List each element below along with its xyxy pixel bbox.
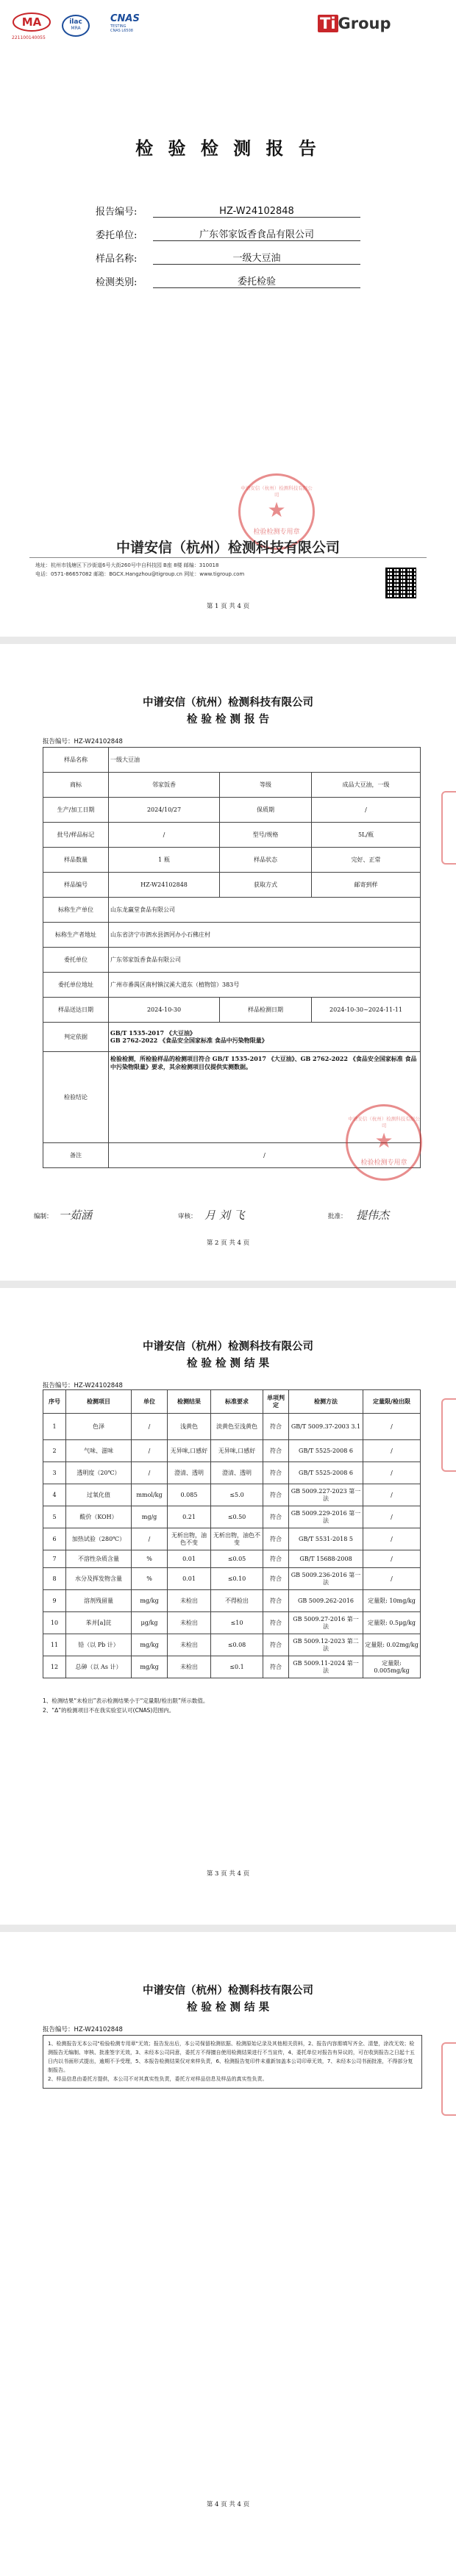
table-cell: 型号/规格 [220,823,312,848]
table-cell: / [363,1414,421,1440]
table-cell: % [132,1568,168,1590]
table-cell: 未检出 [168,1634,211,1656]
table-cell: 商标 [43,773,109,798]
cma-logo [12,12,51,40]
table-cell: / [132,1414,168,1440]
table-cell: 样品送达日期 [43,998,109,1023]
table-cell: 标准要求 [211,1390,263,1414]
table-cell: / [363,1506,421,1528]
table-cell: 总砷（以 As 计） [66,1656,132,1678]
report-number: 报告编号：HZ-W24102848 [43,738,123,745]
table-cell: / [109,823,220,848]
table-cell: 成品大豆油，一级 [312,773,421,798]
table-cell: 溶剂残留量 [66,1590,132,1612]
table-cell: 等级 [220,773,312,798]
report-number: 报告编号：HZ-W24102848 [43,1382,123,1389]
page-company-header: 中谱安信（杭州）检测科技有限公司 [143,1984,313,1997]
table-cell: 符合 [263,1484,289,1506]
page-title: 检 验 检 测 结 果 [186,1357,270,1370]
table-cell: GB 5009.229-2016 第一法 [289,1506,363,1528]
table-cell: 0.21 [168,1506,211,1528]
table-cell: 标称生产者地址 [43,923,109,948]
table-cell: 苯并[a]芘 [66,1612,132,1634]
page-number: 第 4 页 共 4 页 [206,2501,250,2508]
table-cell: ≤0.50 [211,1506,263,1528]
tigroup-logo: Ti Group [318,15,391,32]
table-cell: 保质期 [220,798,312,823]
table-cell: 不溶性杂质含量 [66,1550,132,1568]
page-number: 第 2 页 共 4 页 [206,1239,250,1247]
perforation-seal [441,1398,456,1472]
report-number: 报告编号：HZ-W24102848 [43,2026,123,2033]
report-info-page [0,644,456,1281]
stamp-star-icon: ★ [267,498,286,522]
page-title: 检 验 检 测 结 果 [186,2001,270,2014]
table-cell: 定量限: 0.005mg/kg [363,1656,421,1678]
cover-company-name: 中谱安信（杭州）检测科技有限公司 [115,540,340,556]
table-row [43,1506,421,1528]
perforation-seal [441,2042,456,2116]
author-signature: 一茹涵 [59,1209,93,1222]
table-cell: 澄清、透明 [168,1462,211,1484]
judgment-basis: GB/T 1535-2017 《大豆油》 GB 2762-2022 《食品安全国家标准 食品中污染物限量》 [109,1023,421,1052]
table-cell: 样品名称 [43,748,109,773]
stamp-star-icon: ★ [374,1128,393,1153]
table-cell: / [132,1440,168,1462]
table-cell: ≤10 [211,1612,263,1634]
table-cell: mg/g [132,1506,168,1528]
table-cell: 完好、正常 [312,848,421,873]
table-row [43,1590,421,1612]
test-conclusion: 检验检测，所检验样品的检测项目符合 GB/T 1535-2017 《大豆油》、GB 2762-2022 《食品安全国家标准 食品中污染物限量》要求，其余检测项目仅提供实测数据。 [109,1052,421,1143]
table-cell: 不得检出 [211,1590,263,1612]
table-cell: 加热试验（280℃） [66,1528,132,1550]
tigroup-mark-icon: Ti [318,15,338,32]
cover-field-category: 检测类别: 委托检验 [96,265,360,288]
cma-mark-icon [12,12,51,34]
table-cell: μg/kg [132,1612,168,1634]
table-cell: 0.085 [168,1484,211,1506]
table-cell: mg/kg [132,1634,168,1656]
table-cell: 符合 [263,1590,289,1612]
table-cell: / [109,1143,421,1168]
table-cell: 生产/加工日期 [43,798,109,823]
signature-row: 编制： 一茹涵 审核： 月 刘 飞 批准： 提伟杰 [34,1209,390,1222]
table-cell: 过氧化值 [66,1484,132,1506]
perforation-seal [441,791,456,865]
table-cell: 符合 [263,1634,289,1656]
table-cell: 无析出物，油色不变 [168,1528,211,1550]
table-cell: GB/T 5525-2008 6 [289,1462,363,1484]
table-cell: GB/T 5531-2018 5 [289,1528,363,1550]
table-cell: 邻家饭香 [109,773,220,798]
table-cell: 批号/样品标记 [43,823,109,848]
table-cell: 单项判定 [263,1390,289,1414]
table-cell: 5 [43,1506,66,1528]
table-cell: 淡黄色至浅黄色 [211,1414,263,1440]
official-stamp: 中谱安信（杭州）检测科技有限公司 ★ 检验检测专用章 [238,473,315,550]
table-cell: 4 [43,1484,66,1506]
statement-box: 1、检测报告无本公司"检验检测专用章"无效；报告发出后，本公司保留检测依据、检测原始记录及其他相关资料，2、报告内容需填写齐全、清楚，涂改无效；检测报告无编制、审核、批准签字无效，3、未经本公司同意，委托方不得擅自使用检测结果进行不当宣传，4、委托单位对报告有异议的，可在收到报告之日起十五日内以书面形式提出，逾期不予受理，5、本报告检测结果仅对来样负责，6、检测报告复印件未重新加盖本公司印章无效，7、未经本公司书面批准，不得部分复制报告。 2、样品信息由委托方提供，本公司不对其真实性负责，委托方对样品信息及样品的真实性负责。 [43,2035,422,2089]
test-results-page [0,1288,456,1925]
table-cell: 符合 [263,1506,289,1528]
table-cell: 1 瓶 [109,848,220,873]
table-cell: 样品状态 [220,848,312,873]
table-cell: 气味、滋味 [66,1440,132,1462]
table-cell: 符合 [263,1414,289,1440]
page-number: 第 1 页 共 4 页 [206,603,250,610]
table-cell: 浅黄色 [168,1414,211,1440]
table-cell: 0.01 [168,1568,211,1590]
table-cell: 符合 [263,1440,289,1462]
table-cell: GB 5009.227-2023 第一法 [289,1484,363,1506]
cover-field-client: 委托单位: 广东邻家饭香食品有限公司 [96,218,360,241]
table-cell: 2024/10/27 [109,798,220,823]
table-cell: / [363,1462,421,1484]
table-cell: 定量限/检出限 [363,1390,421,1414]
table-cell: ≤0.10 [211,1568,263,1590]
table-cell: 11 [43,1634,66,1656]
cnas-logo: CNAS TESTING CNAS L6508 [110,13,140,33]
table-cell: 符合 [263,1462,289,1484]
table-cell: 检测方法 [289,1390,363,1414]
table-cell: 酸价（KOH） [66,1506,132,1528]
results-notes: 1、检测结果“未检出”表示检测结果小于“定量限/检出限”所示数值。 2、“Δ”的检测项目不在我实验室认可(CNAS)范围内。 [43,1697,209,1714]
table-cell: 无异味,口感好 [211,1440,263,1462]
table-cell: 定量限: 0.5μg/kg [363,1612,421,1634]
table-cell: 无异味,口感好 [168,1440,211,1462]
table-cell: ≤5.0 [211,1484,263,1506]
table-cell: 水分及挥发物含量 [66,1568,132,1590]
table-cell: 无析出物，油色不变 [211,1528,263,1550]
table-cell: 一级大豆油 [109,748,421,773]
table-cell: 0.01 [168,1550,211,1568]
table-cell: 5L/瓶 [312,823,421,848]
table-row [43,1440,421,1462]
sample-info-table [43,747,421,1168]
table-cell: 序号 [43,1390,66,1414]
cma-cert-code: 221100140055 [12,35,46,40]
cover-field-report-no: 报告编号: HZ-W24102848 [96,197,360,218]
table-row [43,1568,421,1590]
table-cell: GB/T 5525-2008 6 [289,1440,363,1462]
table-cell: 样品数量 [43,848,109,873]
results-header-row [43,1390,421,1414]
table-cell: / [312,798,421,823]
table-cell: 7 [43,1550,66,1568]
table-cell: / [363,1528,421,1550]
table-row [43,1484,421,1506]
table-cell: / [363,1440,421,1462]
reviewer-signature: 月 刘 飞 [204,1209,245,1222]
table-row [43,1634,421,1656]
table-cell: GB/T 5009.37-2003 3.1 [289,1414,363,1440]
table-cell: mmol/kg [132,1484,168,1506]
table-cell: GB 5009.27-2016 第一法 [289,1612,363,1634]
table-cell: 标称生产单位 [43,898,109,923]
results-table [43,1389,421,1678]
table-cell: % [132,1550,168,1568]
cover-contact: 电话：0571-86657082 邮箱：BGCX.Hangzhou@tigroup.cn 网址：www.tigroup.com [35,571,245,577]
table-cell: 符合 [263,1550,289,1568]
ilac-logo: ilac MRA [62,15,90,37]
table-cell: 符合 [263,1656,289,1678]
table-cell: 广东邻家饭香食品有限公司 [109,948,421,973]
approver-signature: 提伟杰 [356,1209,390,1222]
table-cell: GB 5009.262-2016 [289,1590,363,1612]
table-cell: ≤0.05 [211,1550,263,1568]
table-cell: 符合 [263,1612,289,1634]
svg-text:MA: MA [21,15,42,29]
table-cell: 2024-10-30~2024-11-11 [312,998,421,1023]
table-cell: 委托单位地址 [43,973,109,998]
table-cell: 10 [43,1612,66,1634]
table-cell: 定量限: 10mg/kg [363,1590,421,1612]
cover-field-sample: 样品名称: 一级大豆油 [96,241,360,265]
table-row [43,1656,421,1678]
page-number: 第 3 页 共 4 页 [206,1870,250,1878]
table-cell: 未检出 [168,1656,211,1678]
table-cell: 邮寄到样 [312,873,421,898]
table-cell: mg/kg [132,1590,168,1612]
table-cell: 获取方式 [220,873,312,898]
table-cell: 2 [43,1440,66,1462]
table-row [43,1550,421,1568]
page-company-header: 中谱安信（杭州）检测科技有限公司 [143,696,313,709]
table-cell: / [363,1550,421,1568]
table-cell: 透明度（20℃） [66,1462,132,1484]
table-cell: 2024-10-30 [109,998,220,1023]
table-cell: 色泽 [66,1414,132,1440]
inspection-stamp: 中谱安信（杭州）检测科技有限公司 ★ 检验检测专用章 [346,1104,422,1181]
table-cell: / [132,1462,168,1484]
table-cell: 山东龙赢堂食品有限公司 [109,898,421,923]
cover-fields [96,197,360,288]
table-cell: 样品检测日期 [220,998,312,1023]
qr-code-icon [385,568,416,598]
table-cell: / [363,1484,421,1506]
table-cell: 备注 [43,1143,109,1168]
table-cell: 1 [43,1414,66,1440]
table-cell: 符合 [263,1528,289,1550]
table-cell: 单位 [132,1390,168,1414]
table-cell: 判定依据 [43,1023,109,1052]
table-cell: ≤0.08 [211,1634,263,1656]
table-cell: / [132,1528,168,1550]
table-cell: 6 [43,1528,66,1550]
table-cell: mg/kg [132,1656,168,1678]
table-cell: 未检出 [168,1612,211,1634]
table-row [43,1528,421,1550]
table-row [43,1414,421,1440]
table-cell: GB 5009.236-2016 第一法 [289,1568,363,1590]
table-cell: GB 5009.12-2023 第二法 [289,1634,363,1656]
table-cell: 铅（以 Pb 计） [66,1634,132,1656]
table-cell: 8 [43,1568,66,1590]
table-cell: 符合 [263,1568,289,1590]
table-cell: GB 5009.11-2024 第一法 [289,1656,363,1678]
cover-address: 地址：杭州市钱塘区下沙街道6号大街260号中自科技园 B座 8楼 邮编：310018 [35,562,219,568]
table-cell: HZ-W24102848 [109,873,220,898]
table-row [43,1612,421,1634]
table-cell: 12 [43,1656,66,1678]
table-cell: 检验结论 [43,1052,109,1143]
table-cell: 样品编号 [43,873,109,898]
table-cell: 检测项目 [66,1390,132,1414]
table-cell: 9 [43,1590,66,1612]
table-cell: 未检出 [168,1590,211,1612]
report-title: 检 验 检 测 报 告 [135,138,321,159]
report-cover-page [0,0,456,637]
table-cell: 委托单位 [43,948,109,973]
table-cell: 广州市番禺区南村镇汉溪大道东（植物馆）383号 [109,973,421,998]
table-cell: 3 [43,1462,66,1484]
statement-page [0,1932,456,2576]
table-cell: 澄清、透明 [211,1462,263,1484]
table-cell: 检测结果 [168,1390,211,1414]
page-title: 检 验 检 测 报 告 [186,713,270,726]
table-cell: 定量限: 0.02mg/kg [363,1634,421,1656]
table-cell: 山东省济宁市泗水县泗河办小石佛庄村 [109,923,421,948]
page-company-header: 中谱安信（杭州）检测科技有限公司 [143,1340,313,1353]
table-cell: GB/T 15688-2008 [289,1550,363,1568]
table-cell: / [363,1568,421,1590]
table-row [43,1462,421,1484]
table-cell: ≤0.1 [211,1656,263,1678]
